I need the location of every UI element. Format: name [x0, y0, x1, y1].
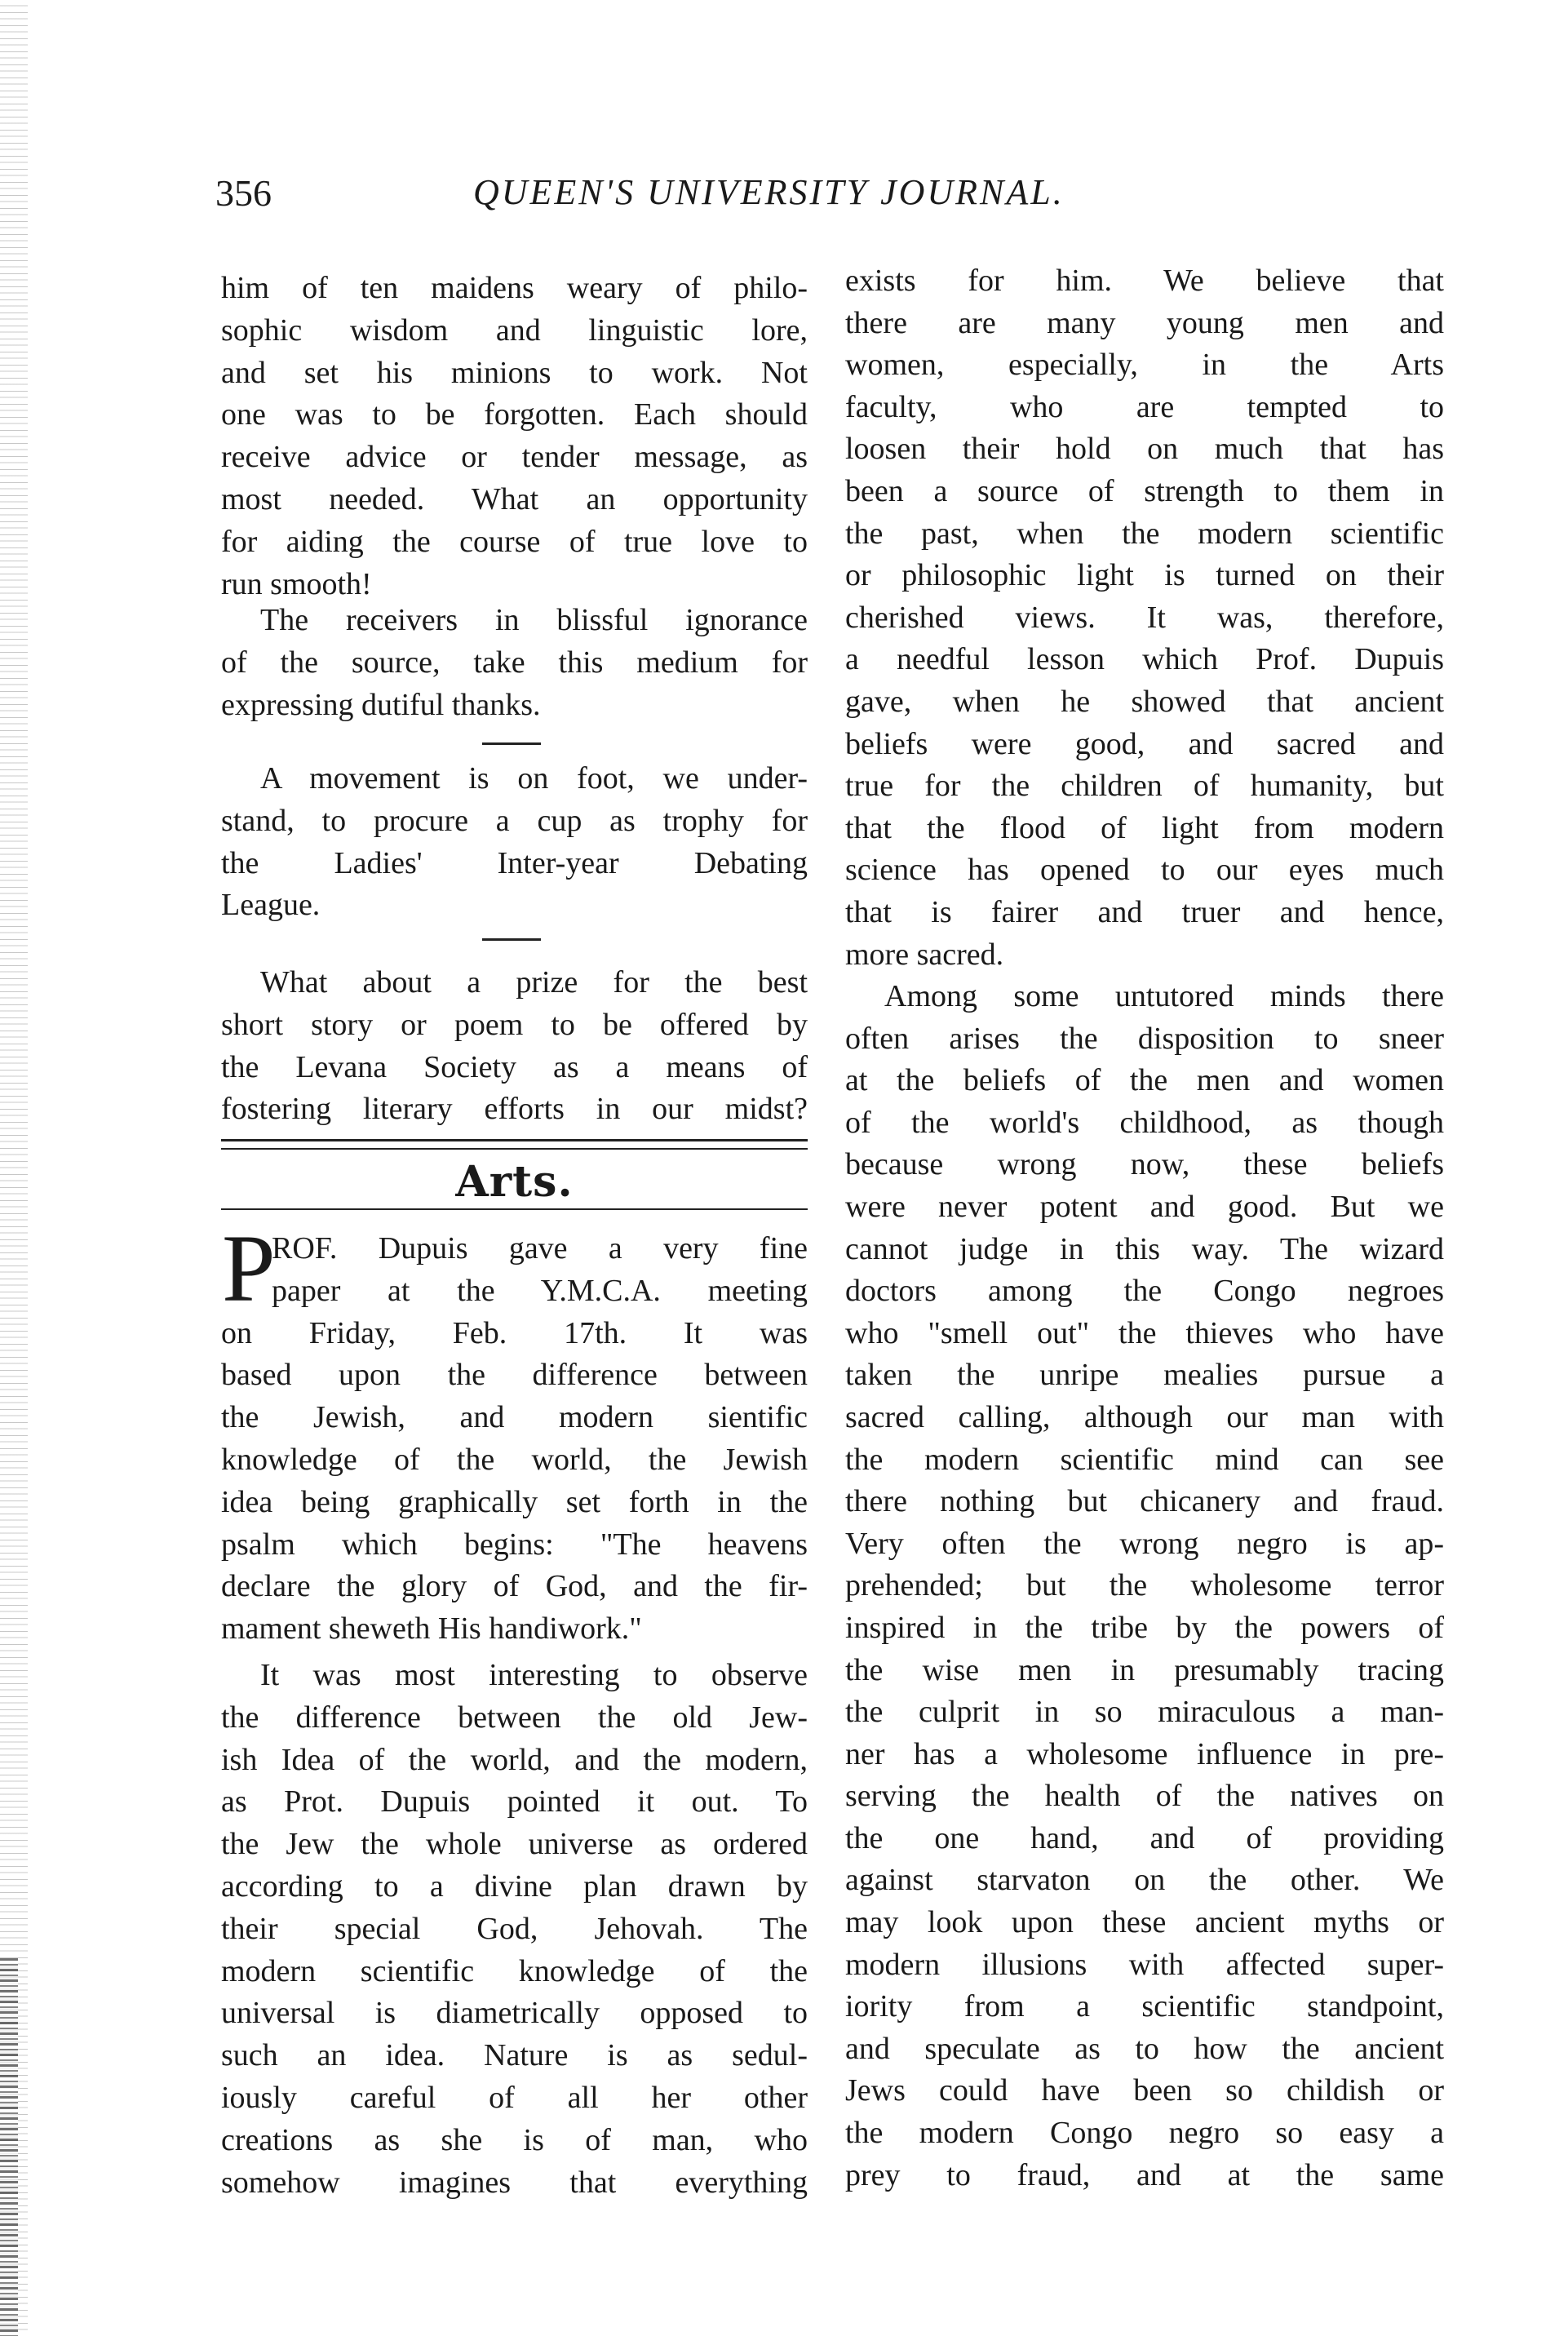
text-line: Very often the wrong negro is ap- [845, 1526, 1444, 1561]
text-line: often arises the disposition to sneer [845, 1021, 1444, 1056]
text-line: their special God, Jehovah. The [221, 1911, 808, 1946]
text-line: and speculate as to how the ancient [845, 2031, 1444, 2066]
text-line: doctors among the Congo negroes [845, 1274, 1444, 1309]
text-line: Jews could have been so childish or [845, 2073, 1444, 2108]
text-line: because wrong now, these beliefs [845, 1147, 1444, 1182]
text-line: iority from a scientific standpoint, [845, 1989, 1444, 2024]
text-line: him of ten maidens weary of philo- [221, 271, 808, 305]
text-line: taken the unripe mealies pursue a [845, 1358, 1444, 1393]
text-line: ROF. Dupuis gave a very fine [272, 1231, 808, 1266]
text-line: A movement is on foot, we under- [260, 761, 808, 796]
text-line: The receivers in blissful ignorance [260, 603, 808, 637]
text-line: iously careful of all her other [221, 2080, 808, 2115]
text-line: prey to fraud, and at the same [845, 2157, 1444, 2192]
text-line: ish Idea of the world, and the modern, [221, 1742, 808, 1777]
text-line: short story or poem to be offered by [221, 1007, 808, 1042]
text-line: a needful lesson which Prof. Dupuis [845, 642, 1444, 677]
text-line: the Jew the whole universe as ordered [221, 1827, 808, 1862]
text-line: more sacred. [845, 937, 1004, 972]
text-line: the wise men in presumably tracing [845, 1652, 1444, 1687]
text-line: sophic wisdom and linguistic lore, [221, 313, 808, 348]
text-line: there nothing but chicanery and fraud. [845, 1484, 1444, 1519]
text-line: most needed. What an opportunity [221, 481, 808, 516]
text-line: faculty, who are tempted to [845, 389, 1444, 424]
paragraph-prize [221, 962, 808, 1131]
text-line: beliefs were good, and sacred and [845, 726, 1444, 761]
double-rule-bottom [221, 1148, 808, 1150]
text-line: the Levana Society as a means of [221, 1049, 808, 1084]
text-line: the Ladies' Inter-year Debating [221, 845, 808, 880]
text-line: cannot judge in this way. The wizard [845, 1231, 1444, 1266]
text-line: women, especially, in the Arts [845, 348, 1444, 383]
text-line: one was to be forgotten. Each should [221, 397, 808, 432]
text-line: at the beliefs of the men and women [845, 1063, 1444, 1098]
paragraph-valentines [221, 268, 808, 605]
paragraph-interesting [221, 1655, 808, 2204]
text-line: were never potent and good. But we [845, 1189, 1444, 1224]
text-line: that is fairer and truer and hence, [845, 894, 1444, 929]
paragraph-receivers [221, 600, 808, 726]
text-line: according to a divine plan drawn by [221, 1868, 808, 1904]
text-line: mament sheweth His handiwork." [221, 1611, 642, 1647]
running-header: QUEEN'S UNIVERSITY JOURNAL. [473, 172, 1065, 212]
text-line: the modern scientific mind can see [845, 1442, 1444, 1477]
text-line: stand, to procure a cup as trophy for [221, 803, 808, 838]
text-line: inspired in the tribe by the powers of [845, 1610, 1444, 1645]
scan-edge-dark [0, 1958, 18, 2336]
paragraph-untutored [845, 976, 1444, 2196]
section-rule [221, 1208, 808, 1210]
text-line: that the flood of light from modern [845, 810, 1444, 845]
text-line: gave, when he showed that ancient [845, 684, 1444, 719]
text-line: knowledge of the world, the Jewish [221, 1442, 808, 1477]
text-line: of the world's childhood, as though [845, 1105, 1444, 1140]
text-line: been a source of strength to them in [845, 473, 1444, 508]
text-line: loosen their hold on much that has [845, 432, 1444, 467]
divider [482, 742, 541, 745]
text-line: there are many young men and [845, 305, 1444, 340]
text-line: science has opened to our eyes much [845, 853, 1444, 888]
text-line: modern scientific knowledge of the [221, 1953, 808, 1988]
text-line: paper at the Y.M.C.A. meeting [272, 1273, 808, 1308]
text-line: who "smell out" the thieves who have [845, 1315, 1444, 1350]
paragraph-dupuis [221, 1228, 808, 1651]
text-line: run smooth! [221, 566, 372, 601]
text-line: idea being graphically set forth in the [221, 1484, 808, 1519]
text-line: the modern Congo negro so easy a [845, 2116, 1444, 2151]
text-line: against starvaton on the other. We [845, 1863, 1444, 1898]
divider [482, 938, 541, 941]
text-line: based upon the difference between [221, 1358, 808, 1393]
text-line: fostering literary efforts in our midst? [221, 1092, 808, 1127]
text-line: prehended; but the wholesome terror [845, 1568, 1444, 1603]
double-rule-top [221, 1139, 808, 1141]
text-line: psalm which begins: "The heavens [221, 1527, 808, 1562]
text-line: What about a prize for the best [260, 965, 808, 1000]
text-line: somehow imagines that everything [221, 2165, 808, 2200]
text-line: the past, when the modern scientific [845, 516, 1444, 551]
text-line: declare the glory of God, and the fir- [221, 1569, 808, 1604]
text-line: such an idea. Nature is as sedul- [221, 2038, 808, 2073]
text-line: the culprit in so miraculous a man- [845, 1695, 1444, 1730]
text-line: of the source, take this medium for [221, 645, 808, 680]
section-heading: Arts. [455, 1157, 574, 1207]
text-line: may look upon these ancient myths or [845, 1905, 1444, 1940]
text-line: League. [221, 888, 321, 923]
text-line: exists for him. We believe that [845, 264, 1444, 298]
text-line: the one hand, and of providing [845, 1820, 1444, 1855]
paragraph-exists [845, 260, 1444, 976]
text-line: the Jewish, and modern sientific [221, 1400, 808, 1435]
text-line: creations as she is of man, who [221, 2122, 808, 2157]
text-line: modern illusions with affected super- [845, 1947, 1444, 1982]
text-line: cherished views. It was, therefore, [845, 600, 1444, 635]
text-line: serving the health of the natives on [845, 1779, 1444, 1814]
text-line: as Prot. Dupuis pointed it out. To [221, 1784, 808, 1820]
page-number: 356 [215, 172, 272, 214]
text-line: universal is diametrically opposed to [221, 1996, 808, 2031]
text-line: expressing dutiful thanks. [221, 687, 541, 722]
text-line: ner has a wholesome influence in pre- [845, 1736, 1444, 1771]
text-line: the difference between the old Jew- [221, 1700, 808, 1735]
text-line: Among some untutored minds there [884, 979, 1444, 1013]
text-line: receive advice or tender message, as [221, 440, 808, 475]
drop-cap: P [222, 1215, 276, 1322]
paragraph-trophy [221, 758, 808, 927]
text-line: for aiding the course of true love to [221, 524, 808, 559]
text-line: true for the children of humanity, but [845, 769, 1444, 804]
text-line: and set his minions to work. Not [221, 355, 808, 390]
text-line: on Friday, Feb. 17th. It was [221, 1315, 808, 1350]
text-line: It was most interesting to observe [260, 1658, 808, 1692]
text-line: or philosophic light is turned on their [845, 558, 1444, 593]
text-line: sacred calling, although our man with [845, 1399, 1444, 1434]
